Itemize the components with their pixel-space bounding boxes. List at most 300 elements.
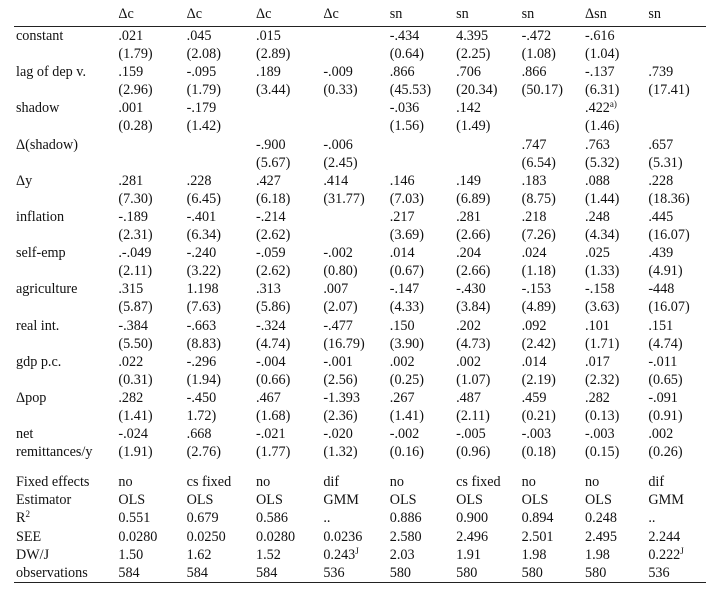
row-label-continued <box>14 81 118 99</box>
tstat-cell: (2.31) <box>118 227 153 244</box>
tstat-cell: 1.72) <box>186 407 217 424</box>
coef-cell: -.005 <box>456 426 486 443</box>
tstat-cell: (2.11) <box>118 263 153 280</box>
coef-row <box>14 99 706 117</box>
coef-cell: .763 <box>585 136 610 153</box>
tstat-cell: (0.33) <box>323 82 358 99</box>
tstat-cell: (0.16) <box>389 444 424 461</box>
stat-cell: 0.0280 <box>256 528 296 545</box>
tstat-cell: (16.79) <box>323 335 365 352</box>
coef-cell: .459 <box>521 389 547 406</box>
tstat-cell: (1.42) <box>186 118 221 135</box>
coef-cell: .866 <box>521 64 547 81</box>
tstat-cell <box>456 154 521 172</box>
tstat-cell: (2.07) <box>323 299 358 316</box>
tstat-cell: (6.45) <box>186 190 221 207</box>
column-header: Δc <box>323 0 389 27</box>
tstat-cell <box>323 117 389 135</box>
stat-cell: OLS <box>521 492 549 509</box>
tstat-cell: (2.66) <box>456 263 491 280</box>
footnote-marker: J <box>680 545 684 556</box>
tstat-cell: (1.77) <box>256 444 291 461</box>
tstat-cell: (5.87) <box>118 299 153 316</box>
coef-cell: .487 <box>456 389 481 406</box>
tstat-cell <box>390 154 456 172</box>
tstat-cell: (6.31) <box>585 82 620 99</box>
tstat-cell: (2.19) <box>521 371 556 388</box>
tstat-row <box>14 443 706 461</box>
tstat-cell: (2.96) <box>118 82 153 99</box>
tstat-cell: (1.46) <box>585 118 620 135</box>
tstat-cell <box>187 154 256 172</box>
row-label-continued <box>14 226 118 244</box>
separator-cell <box>323 461 389 473</box>
tstat-row <box>14 371 706 389</box>
tstat-cell: (3.22) <box>186 263 221 280</box>
coef-cell: -.430 <box>456 281 486 298</box>
coef-cell: .747 <box>521 136 547 153</box>
coef-cell: .313 <box>256 281 281 298</box>
tstat-row <box>14 45 706 63</box>
tstat-cell: (31.77) <box>323 190 365 207</box>
tstat-cell <box>256 117 323 135</box>
stat-cell: GMM <box>648 492 684 509</box>
coef-cell: .427 <box>256 172 281 189</box>
stat-cell: 1.98 <box>521 546 547 563</box>
coef-cell: -.036 <box>389 100 420 117</box>
coef-cell: .088 <box>585 172 610 189</box>
coef-cell: .002 <box>648 426 674 443</box>
coef-cell: -.477 <box>323 317 353 334</box>
coef-cell: .706 <box>456 64 481 81</box>
coef-cell: -.900 <box>256 136 286 153</box>
coef-row <box>14 208 706 226</box>
coef-cell: .151 <box>648 317 674 334</box>
tstat-cell: (1.08) <box>521 46 556 63</box>
stat-cell: OLS <box>256 492 283 509</box>
tstat-row <box>14 226 706 244</box>
tstat-cell: (2.25) <box>456 46 491 63</box>
coef-row <box>14 172 706 190</box>
coef-cell <box>323 99 389 117</box>
tstat-cell: (1.91) <box>118 444 153 461</box>
coef-cell: .024 <box>521 245 547 262</box>
row-label: DW/J <box>16 546 50 563</box>
stat-cell: no <box>521 474 536 491</box>
regression-table <box>14 0 706 583</box>
tstat-cell: (8.75) <box>521 190 556 207</box>
stat-cell: 0.900 <box>456 510 489 527</box>
tstat-cell: (3.63) <box>585 299 620 316</box>
coef-cell: .467 <box>256 389 281 406</box>
row-label-continued <box>14 335 118 353</box>
tstat-cell: (2.11) <box>456 407 490 424</box>
stat-cell: 580 <box>456 564 521 583</box>
tstat-row <box>14 298 706 316</box>
header-stub <box>14 0 118 27</box>
tstat-cell: (1.94) <box>186 371 221 388</box>
stat-cell: 2.580 <box>389 528 422 545</box>
coef-cell: .228 <box>186 172 212 189</box>
stat-cell: 0.551 <box>118 510 151 527</box>
coef-cell: -.663 <box>186 317 217 334</box>
tstat-cell: (2.42) <box>521 335 556 352</box>
tstat-cell: (0.80) <box>323 263 358 280</box>
row-label: lag of dep v. <box>16 64 86 81</box>
tstat-cell: (2.62) <box>256 263 291 280</box>
tstat-cell: (3.44) <box>256 82 291 99</box>
coef-cell: -.324 <box>256 317 286 334</box>
coef-cell: .025 <box>585 245 610 262</box>
coef-cell: -.147 <box>389 281 420 298</box>
coef-cell <box>323 27 389 46</box>
tstat-cell: (2.08) <box>186 46 221 63</box>
coef-cell: -.091 <box>648 389 678 406</box>
stat-cell: no <box>256 474 271 491</box>
stat-cell: OLS <box>186 492 214 509</box>
coef-cell: -.003 <box>585 426 615 443</box>
coef-cell: -.020 <box>323 426 353 443</box>
coef-cell: .414 <box>323 172 349 189</box>
stat-cell: no <box>585 474 600 491</box>
row-label: Δy <box>16 172 33 189</box>
coef-cell: .204 <box>456 245 481 262</box>
tstat-cell: (7.30) <box>118 190 153 207</box>
coef-cell: -.472 <box>521 28 552 44</box>
coef-cell: .315 <box>118 281 144 298</box>
coef-cell: .002 <box>389 353 415 370</box>
stat-row <box>14 473 706 491</box>
tstat-cell: (2.56) <box>323 371 358 388</box>
tstat-cell: (4.73) <box>456 335 491 352</box>
tstat-cell: (1.41) <box>118 407 153 424</box>
row-label-continued <box>14 45 118 63</box>
coef-cell <box>648 99 706 117</box>
tstat-cell: (7.63) <box>186 299 221 316</box>
coef-cell: -.401 <box>186 208 217 225</box>
stat-cell: 0.248 <box>585 510 617 527</box>
tstat-cell: (0.15) <box>585 444 620 461</box>
coef-cell <box>118 136 186 154</box>
coef-cell: -1.393 <box>323 389 360 406</box>
column-header: Δsn <box>585 0 648 27</box>
coef-cell: .866 <box>389 64 415 81</box>
stat-cell: 0.894 <box>521 510 554 527</box>
coef-cell <box>456 136 521 154</box>
tstat-cell: (0.66) <box>256 371 291 388</box>
tstat-cell: (16.07) <box>648 227 690 244</box>
stat-cell: 536 <box>648 564 706 583</box>
coef-cell: .002 <box>456 353 481 370</box>
tstat-cell: (0.21) <box>521 407 556 424</box>
separator-cell <box>118 461 186 473</box>
coef-cell: -.153 <box>521 281 552 298</box>
coef-cell: .668 <box>186 426 212 443</box>
separator-cell <box>648 461 706 473</box>
coef-cell: -.024 <box>118 426 148 443</box>
stat-cell: OLS <box>585 492 612 509</box>
coef-cell: .045 <box>186 28 212 44</box>
stat-cell: 1.50 <box>118 546 144 563</box>
coef-cell: -.158 <box>585 281 615 298</box>
coef-cell: -448 <box>648 281 675 298</box>
tstat-cell: (5.67) <box>256 154 291 171</box>
stat-cell: 580 <box>585 564 648 583</box>
coef-row <box>14 244 706 262</box>
tstat-cell: (20.34) <box>456 82 498 99</box>
separator-cell <box>390 461 456 473</box>
coef-cell <box>390 136 456 154</box>
coef-cell: .015 <box>256 28 281 44</box>
stat-cell: 0.0250 <box>186 528 226 545</box>
stat-cell: 2.03 <box>389 546 415 563</box>
tstat-cell: (1.04) <box>585 46 620 63</box>
row-label-continued <box>14 371 118 389</box>
stat-row <box>14 509 706 527</box>
separator-row <box>14 461 706 473</box>
coef-cell: -.006 <box>323 136 353 153</box>
coef-cell: .150 <box>389 317 415 334</box>
tstat-cell: (0.64) <box>389 46 424 63</box>
tstat-cell: (3.69) <box>389 227 424 244</box>
tstat-cell: (3.84) <box>456 299 491 316</box>
column-header: Δc <box>256 0 323 27</box>
tstat-cell: (1.33) <box>585 263 620 280</box>
stat-row <box>14 546 706 564</box>
tstat-cell <box>118 154 186 172</box>
stat-cell: dif <box>648 474 665 491</box>
tstat-cell: (5.86) <box>256 299 291 316</box>
stat-cell: 2.501 <box>521 528 554 545</box>
coef-cell: -.137 <box>585 64 615 81</box>
tstat-cell: (2.36) <box>323 407 358 424</box>
stat-cell: 0.679 <box>186 510 219 527</box>
tstat-cell: (5.50) <box>118 335 153 352</box>
stat-cell: $0.222^J$ <box>648 545 684 563</box>
coef-cell: -.240 <box>186 245 217 262</box>
coef-cell: -.004 <box>256 353 286 370</box>
tstat-cell: (0.65) <box>648 371 683 388</box>
separator-cell <box>522 461 585 473</box>
stat-cell: OLS <box>118 492 146 509</box>
tstat-cell: (1.44) <box>585 190 620 207</box>
coef-cell: .017 <box>585 353 610 370</box>
stat-cell: 536 <box>323 564 389 583</box>
row-label: Fixed effects <box>16 474 90 491</box>
row-label-continued <box>14 117 118 135</box>
stat-cell: OLS <box>456 492 483 509</box>
tstat-row <box>14 154 706 172</box>
coef-cell: .739 <box>648 64 674 81</box>
tstat-cell: (1.49) <box>456 118 491 135</box>
coef-cell: -.095 <box>186 64 217 81</box>
row-label: agriculture <box>16 281 78 298</box>
tstat-cell: (0.28) <box>118 118 153 135</box>
tstat-cell <box>648 117 706 135</box>
row-label-continued <box>14 154 118 172</box>
tstat-cell: (16.07) <box>648 299 690 316</box>
coef-cell: .183 <box>521 172 547 189</box>
coef-cell <box>522 99 585 117</box>
coef-cell: .657 <box>648 136 674 153</box>
stat-row <box>14 564 706 583</box>
coef-cell: .267 <box>389 389 415 406</box>
row-label: gdp p.c. <box>16 353 62 370</box>
coef-cell: .202 <box>456 317 481 334</box>
stat-cell: .. <box>648 510 656 527</box>
coef-cell: 4.395 <box>456 28 489 44</box>
tstat-cell: (4.89) <box>521 299 556 316</box>
coef-cell: .217 <box>389 208 415 225</box>
coef-cell: .281 <box>118 172 144 189</box>
coef-cell: .-.049 <box>118 245 152 262</box>
stat-cell: 580 <box>390 564 456 583</box>
footnote-marker: a) <box>609 99 617 110</box>
coef-cell: .218 <box>521 208 547 225</box>
coef-cell: .282 <box>585 389 610 406</box>
coef-cell: -.001 <box>323 353 353 370</box>
tstat-cell <box>648 45 706 63</box>
tstat-cell: (6.54) <box>521 154 556 171</box>
coef-row <box>14 63 706 81</box>
tstat-cell: (1.32) <box>323 444 358 461</box>
row-label: Estimator <box>16 492 72 509</box>
tstat-cell: (6.89) <box>456 190 491 207</box>
stat-cell: no <box>389 474 404 491</box>
tstat-cell: (2.66) <box>456 227 491 244</box>
tstat-cell: (45.53) <box>389 82 432 99</box>
coef-row <box>14 353 706 371</box>
coef-cell: -.296 <box>186 353 217 370</box>
coef-cell: -.002 <box>323 245 353 262</box>
stat-cell: GMM <box>323 492 359 509</box>
tstat-cell: (2.76) <box>186 444 221 461</box>
stat-cell: 1.62 <box>186 546 212 563</box>
coef-cell: .228 <box>648 172 674 189</box>
coef-row <box>14 389 706 407</box>
stat-row <box>14 491 706 509</box>
tstat-cell: (4.33) <box>389 299 424 316</box>
tstat-cell <box>522 117 585 135</box>
row-label: SEE <box>16 528 42 545</box>
coef-cell: -.214 <box>256 208 286 225</box>
tstat-row <box>14 407 706 425</box>
coef-cell: -.179 <box>186 100 217 117</box>
separator-cell <box>585 461 648 473</box>
tstat-cell: (1.56) <box>389 118 424 135</box>
row-label: observations <box>14 564 118 583</box>
tstat-cell <box>323 45 389 63</box>
tstat-cell: (7.03) <box>389 190 424 207</box>
coef-cell <box>256 99 323 117</box>
stat-cell: 1.91 <box>456 546 481 563</box>
tstat-cell: (18.36) <box>648 190 690 207</box>
coef-cell: -.189 <box>118 208 148 225</box>
tstat-cell: (0.26) <box>648 444 683 461</box>
tstat-row <box>14 190 706 208</box>
coef-cell: .001 <box>118 100 144 117</box>
tstat-cell: (0.31) <box>118 371 153 388</box>
separator-cell <box>187 461 256 473</box>
coef-cell: .248 <box>585 208 610 225</box>
stat-cell: 2.495 <box>585 528 617 545</box>
coef-cell: .445 <box>648 208 674 225</box>
row-label-continued <box>14 190 118 208</box>
tstat-cell: (0.25) <box>389 371 424 388</box>
row-label-continued <box>14 298 118 316</box>
footnote-marker: J <box>355 545 359 556</box>
table-body <box>14 0 706 582</box>
stat-cell: 580 <box>522 564 585 583</box>
coef-cell: .439 <box>648 245 674 262</box>
tstat-cell: (0.91) <box>648 407 683 424</box>
coef-cell: -.450 <box>186 389 217 406</box>
separator-cell <box>256 461 323 473</box>
coef-cell <box>648 27 706 46</box>
column-header: Δc <box>187 0 256 27</box>
coef-cell: .189 <box>256 64 281 81</box>
tstat-cell: (1.68) <box>256 407 291 424</box>
stat-cell: 0.886 <box>389 510 422 527</box>
tstat-row <box>14 117 706 135</box>
tstat-cell: (0.67) <box>389 263 424 280</box>
stat-cell: OLS <box>389 492 417 509</box>
row-label: self-emp <box>16 245 66 262</box>
stat-cell: .. <box>323 510 331 527</box>
coef-row <box>14 280 706 298</box>
row-label: net <box>16 426 34 443</box>
coef-cell: -.059 <box>256 245 286 262</box>
stat-cell: 2.244 <box>648 528 681 545</box>
coef-cell: 1.198 <box>186 281 219 298</box>
coef-cell: -.002 <box>389 426 420 443</box>
tstat-cell: (8.83) <box>186 335 221 352</box>
tstat-cell: (5.31) <box>648 154 683 171</box>
row-label: $R^2$ <box>16 509 30 527</box>
tstat-cell: (3.90) <box>389 335 424 352</box>
stat-cell: cs fixed <box>456 474 501 491</box>
coef-cell: .142 <box>456 100 481 117</box>
tstat-cell: (2.62) <box>256 227 291 244</box>
coef-row <box>14 136 706 154</box>
coef-cell: .159 <box>118 64 144 81</box>
separator-cell <box>14 461 118 473</box>
stat-cell: cs fixed <box>186 474 232 491</box>
column-header: Δc <box>118 0 186 27</box>
stat-cell: 1.98 <box>585 546 610 563</box>
coef-cell: -.009 <box>323 64 353 81</box>
tstat-cell: (1.41) <box>389 407 424 424</box>
coef-cell: -.434 <box>389 28 420 44</box>
coef-row <box>14 425 706 443</box>
coef-cell: .149 <box>456 172 481 189</box>
header-row <box>14 0 706 27</box>
stat-cell: no <box>118 474 133 491</box>
coef-row <box>14 27 706 46</box>
coef-cell: .021 <box>118 28 144 44</box>
stat-cell: 0.0236 <box>323 528 363 545</box>
column-header: sn <box>522 0 585 27</box>
row-label: Δ(shadow) <box>16 136 78 153</box>
row-label: inflation <box>16 208 65 225</box>
tstat-cell: (4.91) <box>648 263 683 280</box>
tstat-cell: (6.34) <box>186 227 221 244</box>
tstat-cell: (1.18) <box>521 263 556 280</box>
row-label: real int. <box>16 317 60 334</box>
tstat-cell: (2.89) <box>256 46 291 63</box>
stat-cell: 584 <box>187 564 256 583</box>
tstat-cell: (7.26) <box>521 227 556 244</box>
